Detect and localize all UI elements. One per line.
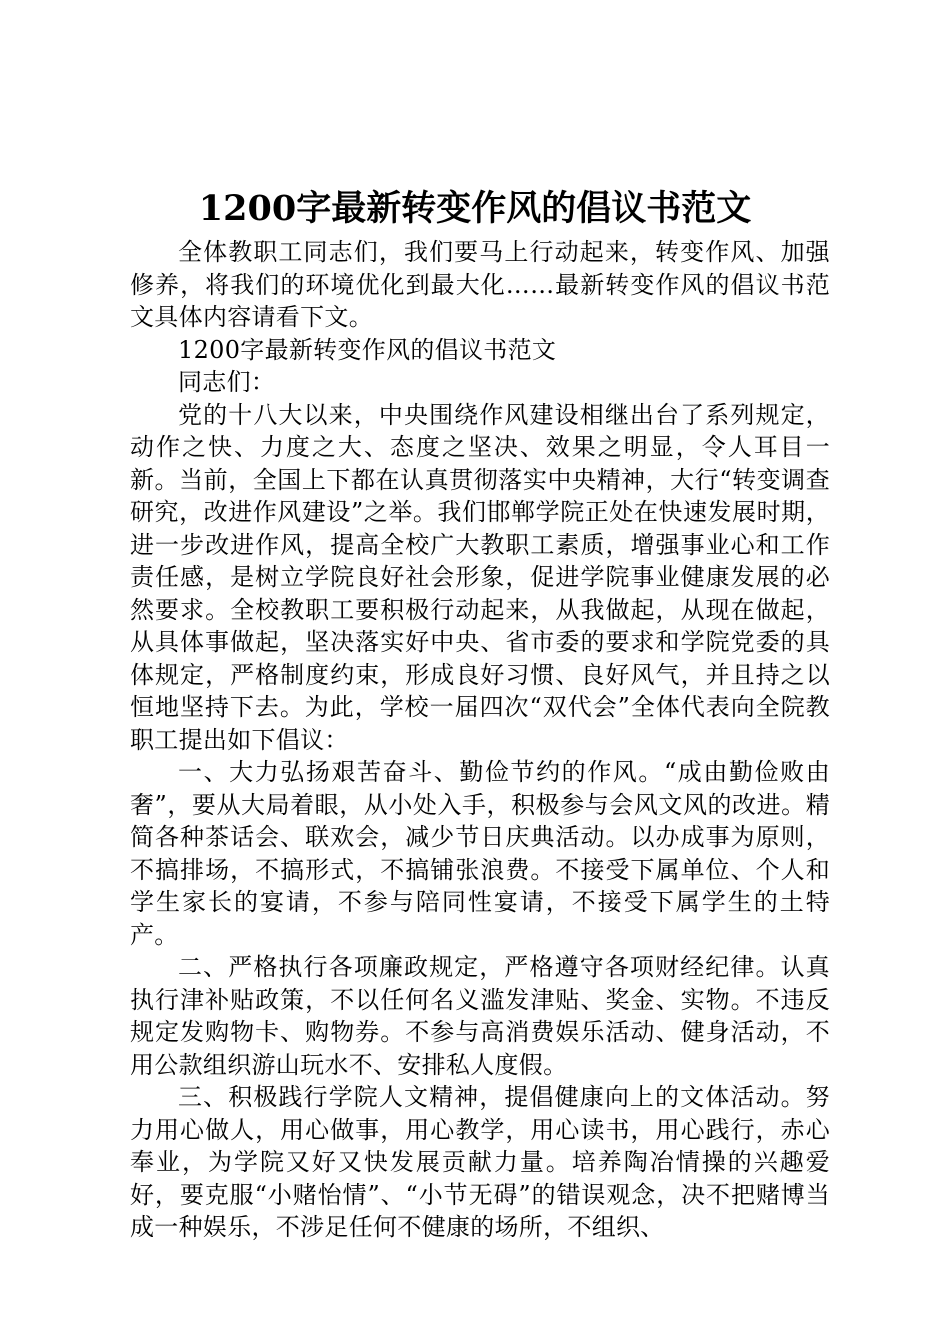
subtitle-line: 1200字最新转变作风的倡议书范文: [178, 335, 557, 364]
body-paragraph: 党的十八大以来，中央围绕作风建设相继出台了系列规定，动作之快、力度之大、态度之坚决、效果之明显，令人耳目一新。当前，全国上下都在认真贯彻落实中央精神，大行“转变调查研究，改进作风建设”之举。我们邯郸学院正处在快速发展时期，进一步改进作风，提高全校广大教职工素质，增强事业心和工作责任感，是树立学院良好社会形象，促进学院事业健康发展的必然要求。全校教职工要积极行动起来，从我做起，从现在做起，从具体事做起，坚决落实好中央、省市委的要求和学院党委的具体规定，严格制度约束，形成良好习惯、良好风气，并且持之以恒地坚持下去。为此，学校一届四次“双代会”全体代表向全院教职工提出如下倡议：: [130, 400, 830, 754]
proposal-one: 一、大力弘扬艰苦奋斗、勤俭节约的作风。“成由勤俭败由奢”，要从大局着眼，从小处入手，积极参与会风文风的改进。精简各种茶话会、联欢会，减少节日庆典活动。以办成事为原则，不搞排场，不搞形式，不搞铺张浪费。不接受下属单位、个人和学生家长的宴请，不参与陪同性宴请，不接受下属学生的土特产。: [130, 758, 830, 949]
proposal-three: 三、积极践行学院人文精神，提倡健康向上的文体活动。努力用心做人，用心做事，用心教学，用心读书，用心践行，赤心奉业，为学院又好又快发展贡献力量。培养陶冶情操的兴趣爱好，要克服“小赌怡情”、“小节无碍”的错误观念，决不把赌博当成一种娱乐，不涉足任何不健康的场所，不组织、: [130, 1083, 830, 1241]
document-title: 1200字最新转变作风的倡议书范文: [198, 188, 752, 229]
proposal-two: 二、严格执行各项廉政规定，严格遵守各项财经纪律。认真执行津补贴政策，不以任何名义滥发津贴、奖金、实物。不违反规定发购物卡、购物券。不参与高消费娱乐活动、健身活动，不用公款组织游山玩水不、安排私人度假。: [130, 953, 830, 1079]
salutation: 同志们：: [178, 368, 276, 396]
intro-paragraph: 全体教职工同志们，我们要马上行动起来，转变作风、加强修养，将我们的环境优化到最大化……最新转变作风的倡议书范文具体内容请看下文。: [130, 238, 830, 331]
document-body: [130, 236, 830, 1244]
